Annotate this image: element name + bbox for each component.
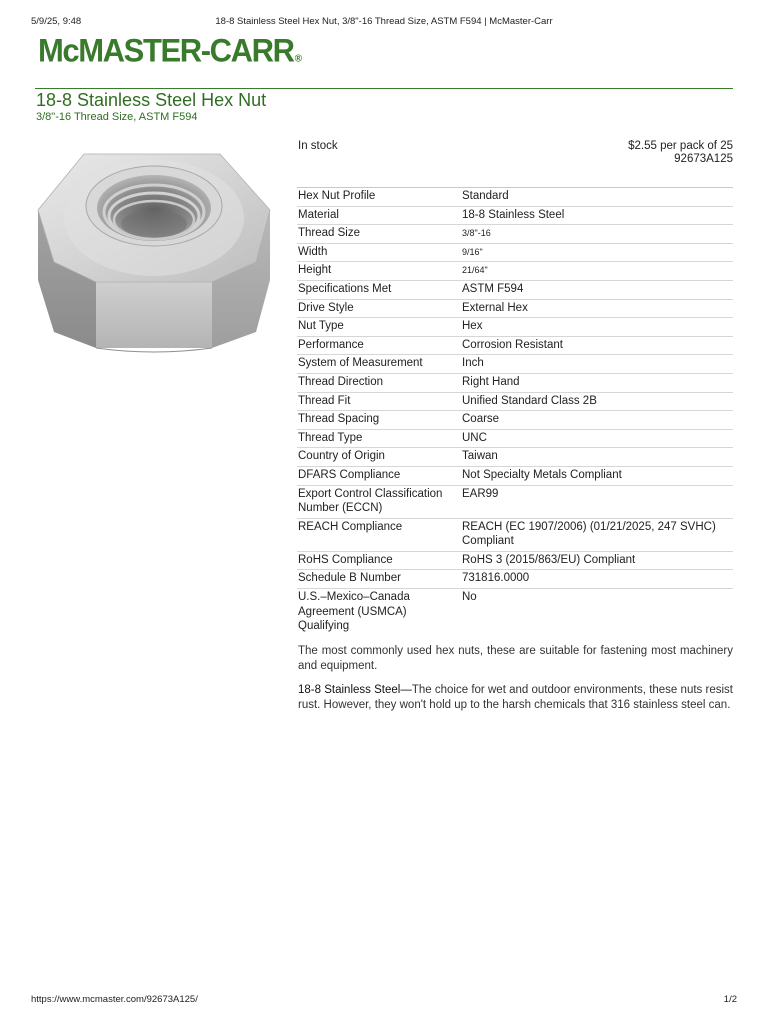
spec-row [297,448,733,467]
material-lead: 18-8 Stainless Steel— [298,684,412,696]
spec-value: Hex [461,318,733,337]
spec-value: Corrosion Resistant [461,336,733,355]
description-paragraph: The most commonly used hex nuts, these are suitable for fastening most machinery and equipment. [298,645,733,672]
material-description [298,683,733,713]
spec-row [297,429,733,448]
spec-value: 731816.0000 [461,570,733,589]
spec-row [297,262,733,281]
spec-label: Thread Spacing [297,411,461,430]
spec-label: Specifications Met [297,280,461,299]
spec-value: REACH (EC 1907/2006) (01/21/2025, 247 SVHC) Compliant [461,518,733,551]
spec-label: Drive Style [297,299,461,318]
spec-value: UNC [461,429,733,448]
spec-row [297,355,733,374]
spec-row [297,589,733,636]
spec-label: Nut Type [297,318,461,337]
spec-label: Country of Origin [297,448,461,467]
spec-row [297,188,733,207]
stock-status: In stock [298,140,338,152]
spec-value: No [461,589,733,636]
spec-value: External Hex [461,299,733,318]
page-url[interactable]: https://www.mcmaster.com/92673A125/ [31,994,198,1005]
spec-label: U.S.–Mexico–Canada Agreement (USMCA) Qualifying [297,589,461,636]
spec-value: Inch [461,355,733,374]
spec-row [297,485,733,518]
price: $2.55 per pack of 25 [628,140,733,152]
product-subtitle: 3/8"-16 Thread Size, ASTM F594 [36,111,198,123]
spec-label: System of Measurement [297,355,461,374]
spec-label: Export Control Classification Number (ECCN) [297,485,461,518]
material-body: The choice for wet and outdoor environments, these nuts resist rust. However, they won't hold up to the harsh chemicals that 316 stainless steel can. [298,684,733,711]
spec-label: REACH Compliance [297,518,461,551]
spec-label: Thread Fit [297,392,461,411]
mcmaster-carr-logo[interactable] [38,32,302,70]
spec-value: 3/8"-16 [461,225,733,244]
print-header [31,16,737,30]
spec-table [297,187,733,636]
spec-row [297,411,733,430]
spec-value: Not Specialty Metals Compliant [461,466,733,485]
spec-row [297,299,733,318]
spec-label: DFARS Compliance [297,466,461,485]
spec-label: Height [297,262,461,281]
spec-label: Thread Direction [297,373,461,392]
spec-value: Unified Standard Class 2B [461,392,733,411]
spec-row [297,466,733,485]
spec-row [297,373,733,392]
spec-row [297,392,733,411]
spec-value: RoHS 3 (2015/863/EU) Compliant [461,551,733,570]
spec-value: 18-8 Stainless Steel [461,206,733,225]
spec-label: Width [297,243,461,262]
spec-value: 21/64" [461,262,733,281]
spec-value: ASTM F594 [461,280,733,299]
spec-label: Thread Type [297,429,461,448]
product-title: 18-8 Stainless Steel Hex Nut [36,90,267,110]
spec-value: 9/16" [461,243,733,262]
spec-label: Material [297,206,461,225]
spec-label: Performance [297,336,461,355]
spec-value: Standard [461,188,733,207]
print-datetime: 5/9/25, 9:48 [31,16,82,27]
spec-label: RoHS Compliance [297,551,461,570]
header-divider [35,88,733,89]
logo-text: McMASTER-CARR [38,32,294,69]
page-counter: 1/2 [723,994,737,1005]
spec-row [297,570,733,589]
spec-row [297,206,733,225]
spec-row [297,336,733,355]
price-block [628,140,733,166]
spec-label: Schedule B Number [297,570,461,589]
spec-row [297,518,733,551]
spec-row [297,318,733,337]
spec-label: Thread Size [297,225,461,244]
spec-row [297,280,733,299]
part-number: 92673A125 [674,153,733,165]
spec-value: Right Hand [461,373,733,392]
hex-nut-image [34,142,274,357]
spec-value: Taiwan [461,448,733,467]
spec-row [297,225,733,244]
print-page-title: 18-8 Stainless Steel Hex Nut, 3/8"-16 Thread Size, ASTM F594 | McMaster-Carr [215,16,553,27]
spec-label: Hex Nut Profile [297,188,461,207]
spec-row [297,551,733,570]
spec-row [297,243,733,262]
registered-mark: ® [294,53,302,65]
print-footer [31,994,737,1006]
spec-value: EAR99 [461,485,733,518]
spec-value: Coarse [461,411,733,430]
